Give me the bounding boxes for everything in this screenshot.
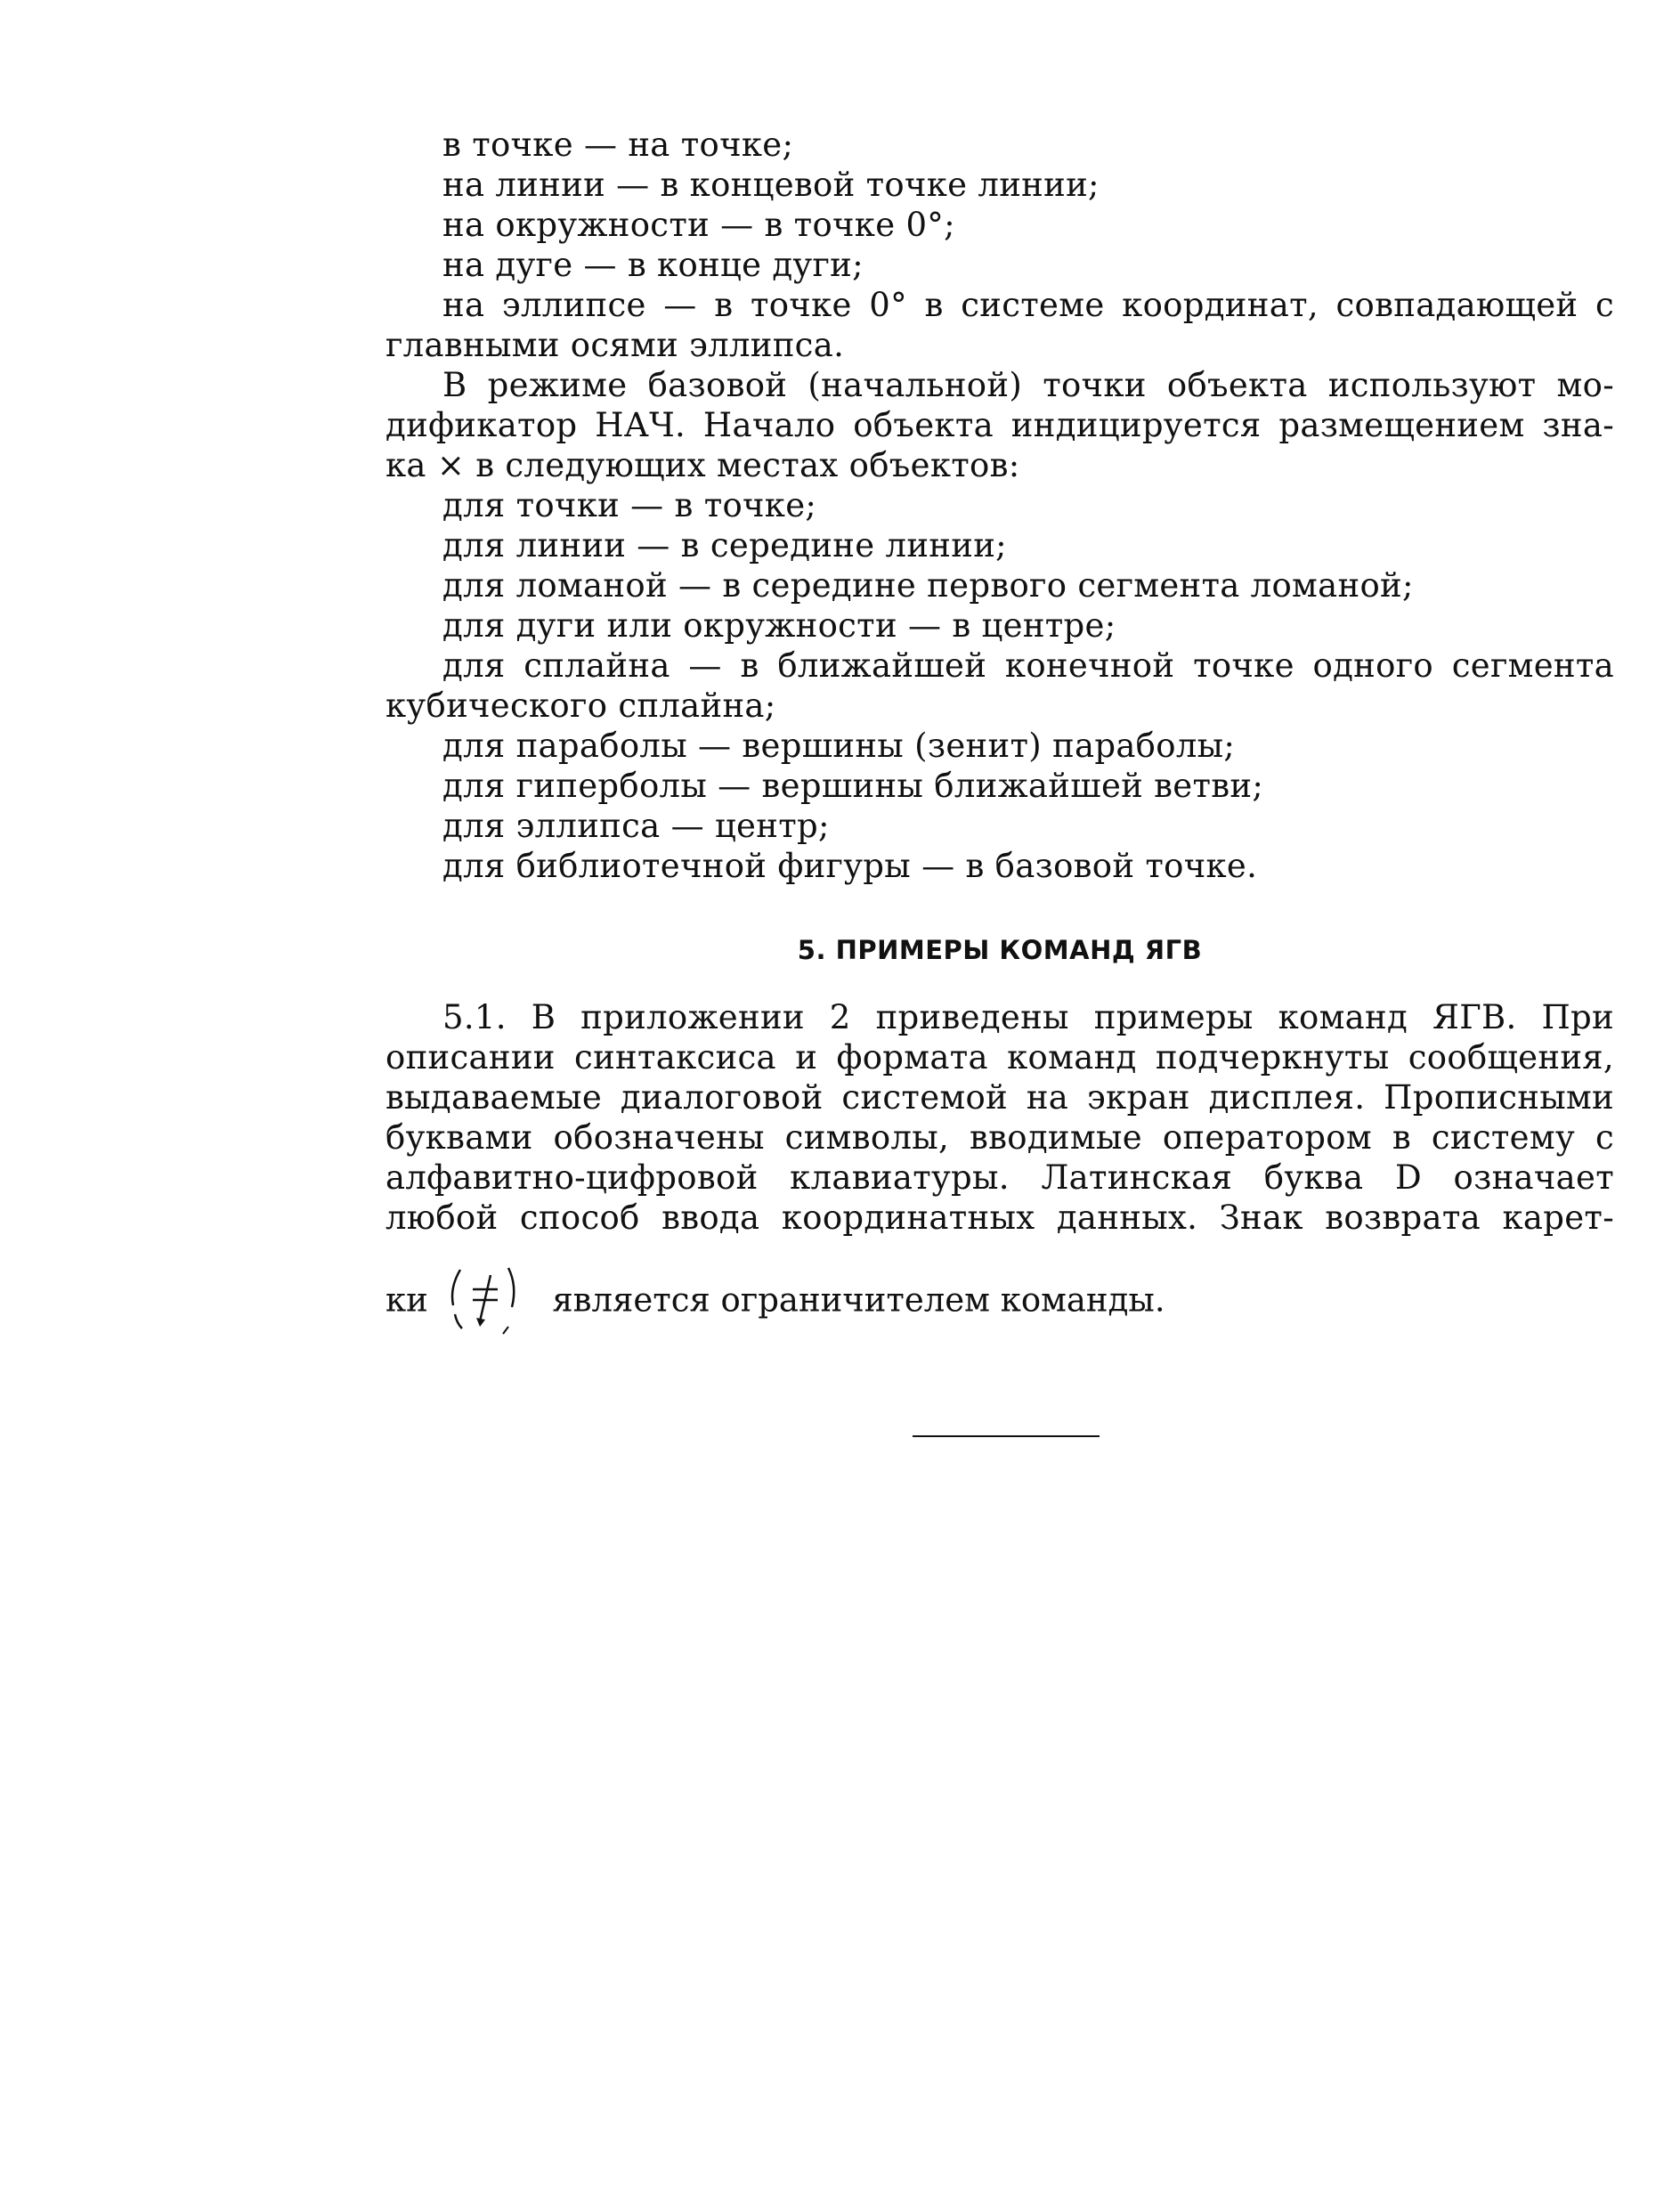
paragraph-line: буквами обозначены символы, вводимые оператором в систему с: [386, 1118, 1614, 1157]
paragraph-line: В режиме базовой (начальной) точки объекта используют мо-: [442, 366, 1614, 404]
paragraph-line: ка × в следующих местах объектов:: [386, 446, 1020, 484]
section-heading: 5. ПРИМЕРЫ КОМАНД ЯГВ: [797, 935, 1203, 965]
paragraph-line: дификатор НАЧ. Начало объекта индицируется размещением зна-: [386, 406, 1614, 444]
list-item-continuation: главными осями эллипса.: [386, 326, 845, 364]
list-item: для дуги или окружности — в центре;: [442, 606, 1116, 645]
list-item: для ломаной — в середине первого сегмента ломаной;: [442, 566, 1414, 605]
paragraph-line: выдаваемые диалоговой системой на экран дисплея. Прописными: [386, 1078, 1614, 1117]
paragraph-last-line: [386, 1263, 1614, 1343]
object-points-text: [386, 125, 1614, 886]
paragraph-line: любой способ ввода координатных данных. Знак возврата карет-: [386, 1198, 1614, 1237]
list-item: в точке — на точке;: [442, 126, 794, 164]
paragraph-line: описании синтаксиса и формата команд подчеркнуты сообщения,: [386, 1038, 1614, 1077]
list-item: на дуге — в конце дуги;: [442, 246, 864, 284]
paragraph-fragment: ки: [386, 1280, 428, 1320]
list-item: для линии — в середине линии;: [442, 526, 1007, 565]
list-item: для гиперболы — вершины ближайшей ветви;: [442, 767, 1264, 805]
list-item: для точки — в точке;: [442, 486, 817, 524]
section-paragraph: [386, 997, 1614, 1238]
list-item: для эллипса — центр;: [442, 807, 830, 845]
list-item: на окружности — в точке 0°;: [442, 206, 955, 244]
paragraph-fragment: является ограничителем команды.: [552, 1280, 1165, 1320]
carriage-return-symbol-icon: [444, 1263, 533, 1343]
list-item: на линии — в концевой точке линии;: [442, 166, 1100, 204]
list-item-continuation: кубического сплайна;: [386, 687, 776, 725]
paragraph-line: 5.1. В приложении 2 приведены примеры команд ЯГВ. При: [442, 998, 1614, 1036]
list-item: для библиотечной фигуры — в базовой точке.: [442, 847, 1258, 885]
list-item: на эллипсе — в точке 0° в системе координат, совпадающей с: [442, 286, 1614, 324]
list-item: для параболы — вершины (зенит) параболы;: [442, 727, 1236, 765]
paragraph-line: алфавитно-цифровой клавиатуры. Латинская буква D означает: [386, 1158, 1614, 1197]
list-item: для сплайна — в ближайшей конечной точке одного сегмента: [442, 646, 1614, 685]
end-divider: [913, 1435, 1100, 1437]
